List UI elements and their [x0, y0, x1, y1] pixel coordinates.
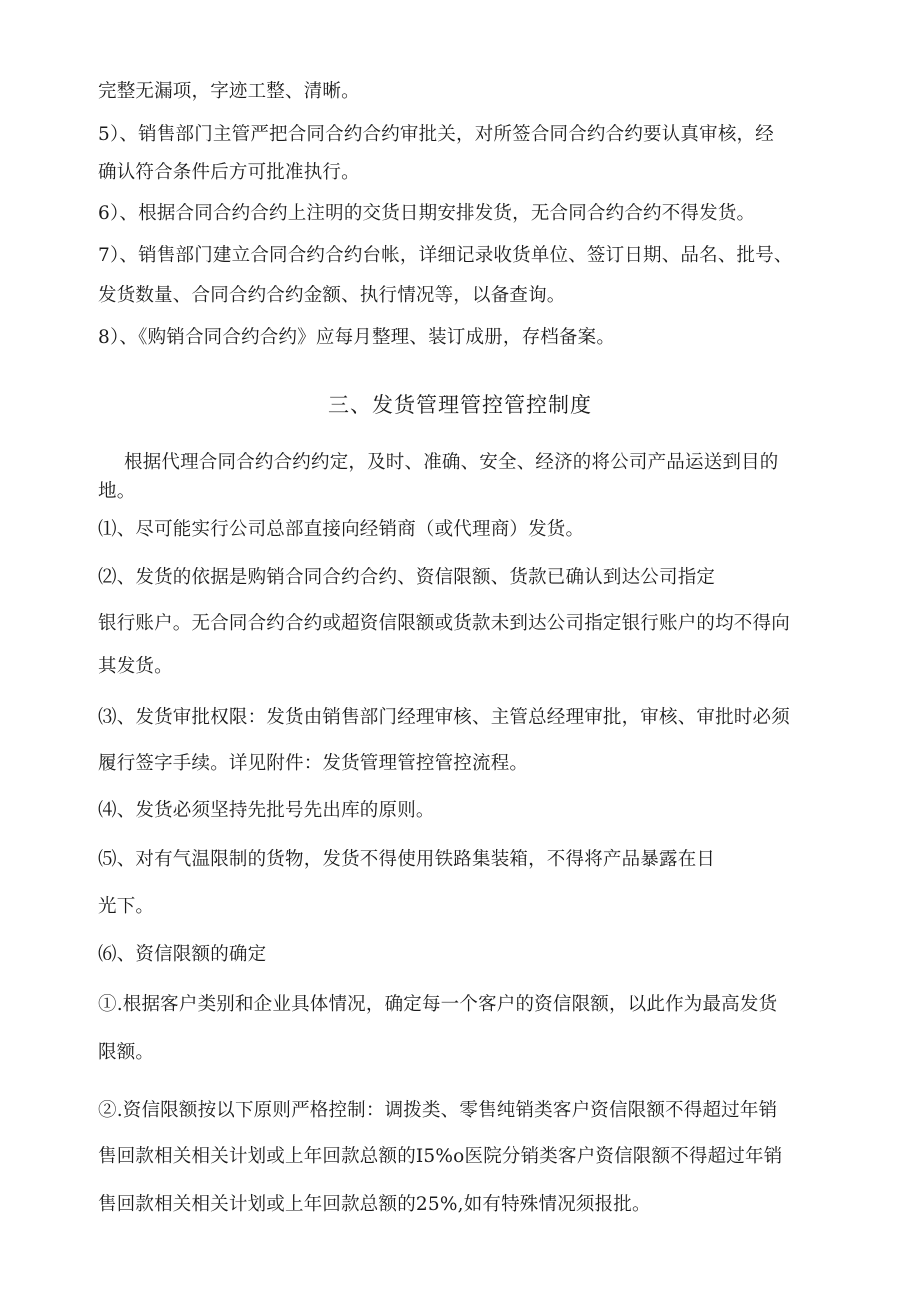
- paragraph-line: 光下。: [98, 896, 155, 917]
- list-item: ⑴、尽可能实行公司总部直接向经销商（或代理商）发货。: [98, 519, 585, 540]
- paragraph-line: 售回款相关相关计划或上年回款总额的25%,如有特殊情况须报批。: [98, 1194, 651, 1215]
- paragraph-line: 履行签字手续。详见附件：发货管理管控管控流程。: [98, 753, 529, 774]
- paragraph-line: 6）、根据合同合约合约上注明的交货日期安排发货，无合同合约合约不得发货。: [98, 203, 756, 224]
- paragraph-line: 8）、《购销合同合约合约》应每月整理、装订成册，存档备案。: [98, 327, 616, 348]
- paragraph-line: 根据代理合同合约合约约定，及时、准确、安全、经济的将公司产品运送到目的: [124, 452, 779, 473]
- list-item: ②.资信限额按以下原则严格控制：调拨类、零售纯销类客户资信限额不得超过年销: [98, 1100, 778, 1121]
- list-item: ⑵、发货的依据是购销合同合约合约、资信限额、货款已确认到达公司指定: [98, 567, 716, 588]
- paragraph-line: 限额。: [98, 1042, 155, 1063]
- list-item: ⑷、发货必须坚持先批号先出库的原则。: [98, 800, 435, 821]
- paragraph-line: 完整无漏项，字迹工整、清晰。: [98, 81, 360, 102]
- paragraph-line: 5）、销售部门主管严把合同合约合约审批关，对所签合同合约合约要认真审核，经: [98, 124, 774, 145]
- paragraph-line: 地。: [98, 481, 136, 502]
- paragraph-line: 7）、销售部门建立合同合约合约台帐，详细记录收货单位、签订日期、品名、批号、: [98, 245, 793, 266]
- list-item: ⑸、对有气温限制的货物，发货不得使用铁路集装箱，不得将产品暴露在日: [98, 849, 716, 870]
- paragraph-line: 售回款相关相关计划或上年回款总额的I5%o医院分销类客户资信限额不得超过年销: [98, 1146, 783, 1167]
- paragraph-line: 银行账户。无合同合约合约或超资信限额或货款未到达公司指定银行账户的均不得向: [98, 613, 790, 634]
- list-item: ⑶、发货审批权限：发货由销售部门经理审核、主管总经理审批，审核、审批时必须: [98, 707, 790, 728]
- list-item: ①.根据客户类别和企业具体情况，确定每一个客户的资信限额，以此作为最高发货: [98, 994, 778, 1015]
- paragraph-line: 其发货。: [98, 656, 173, 677]
- section-title: 三、发货管理管控管控制度: [328, 393, 592, 417]
- list-item: ⑹、资信限额的确定: [98, 944, 267, 965]
- paragraph-line: 确认符合条件后方可批准执行。: [98, 162, 360, 183]
- paragraph-line: 发货数量、合同合约合约金额、执行情况等，以备查询。: [98, 285, 566, 306]
